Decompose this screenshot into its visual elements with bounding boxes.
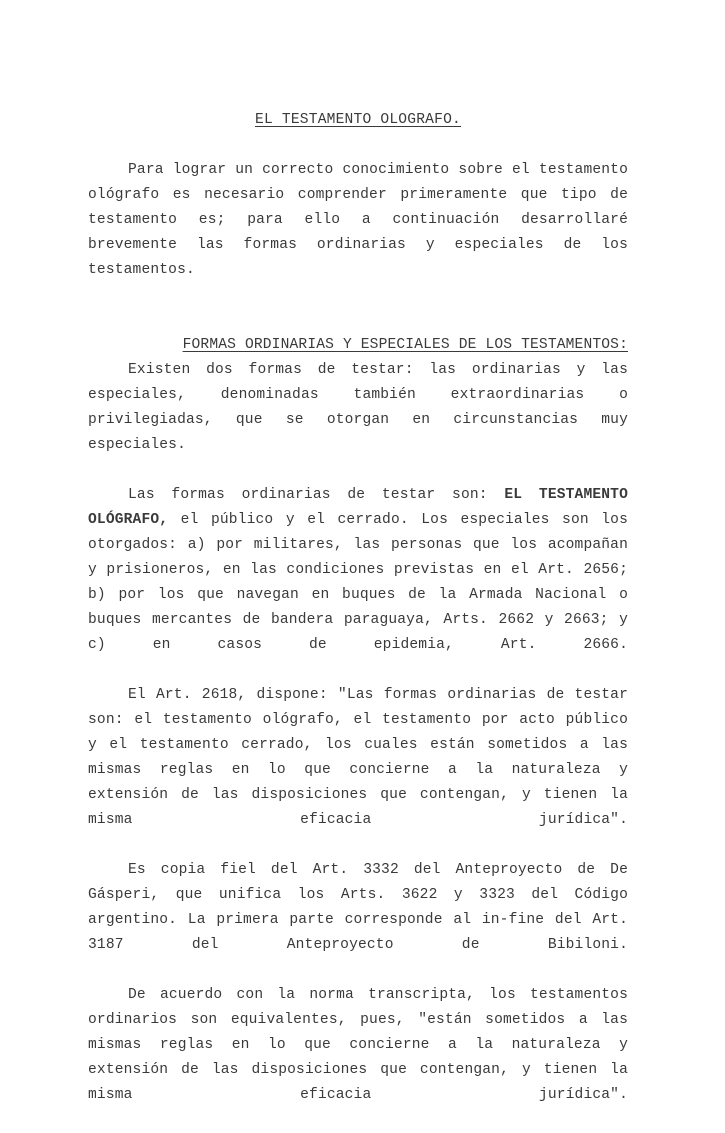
section-heading-text: FORMAS ORDINARIAS Y ESPECIALES DE LOS TESTAMENTOS: xyxy=(182,337,628,353)
emphasis-testamento-olografo: EL TESTAMENTO OLÓGRAFO, xyxy=(88,487,628,528)
page-title-text: EL TESTAMENTO OLOGRAFO. xyxy=(254,112,462,128)
paragraph-ordinary-forms xyxy=(88,483,628,683)
page-title xyxy=(88,108,628,133)
paragraph-ordinary-forms-rest: el público y el cerrado. Los especiales son los otorgados: a) por militares, las personas que los acompañan y prisioneros, en las condiciones previstas en el Art. 2656; b) por los que navegan en buques de la Armada Nacional o buques mercantes de bandera paraguaya, Arts. 2662 y 2663; y c) en casos de epidemia, Art. 2666. xyxy=(88,512,628,653)
document-text-column xyxy=(88,108,628,1133)
paragraph-de-acuerdo: De acuerdo con la norma transcripta, los testamentos ordinarios son equivalentes, pues, "están sometidos a las mismas reglas en lo que concierne a la naturaleza y extensión de las disposiciones que contengan, y tienen la misma eficacia jurídica". xyxy=(88,987,628,1103)
paragraph-intro: Para lograr un correcto conocimiento sobre el testamento ológrafo es necesario comprender primeramente que tipo de testamento es; para ello a continuación desarrollaré brevemente las formas ordinarias y especiales de los testamentos. xyxy=(88,162,628,278)
paragraph-copia-fiel: Es copia fiel del Art. 3332 del Anteproyecto de De Gásperi, que unifica los Arts. 3622 y 3323 del Código argentino. La primera parte corresponde al in-fine del Art. 3187 del Anteproyecto de Bibiloni. xyxy=(88,862,628,953)
paragraph-forms-overview: Existen dos formas de testar: las ordinarias y las especiales, denominadas también extraordinarias o privilegiadas, que se otorgan en circunstancias muy especiales. xyxy=(88,362,628,453)
paragraph-article-2618: El Art. 2618, dispone: "Las formas ordinarias de testar son: el testamento ológrafo, el testamento por acto público y el testamento cerrado, los cuales están sometidos a las mismas reglas en lo que concierne a la naturaleza y extensión de las disposiciones que contengan, y tienen la misma eficacia jurídica". xyxy=(88,687,628,828)
title-gap-spacer xyxy=(88,133,628,158)
section-heading xyxy=(88,333,628,358)
paragraph-ordinary-forms-lead: Las formas ordinarias de testar son: xyxy=(128,487,505,503)
paragraph-gap-spacer-1 xyxy=(88,308,628,333)
